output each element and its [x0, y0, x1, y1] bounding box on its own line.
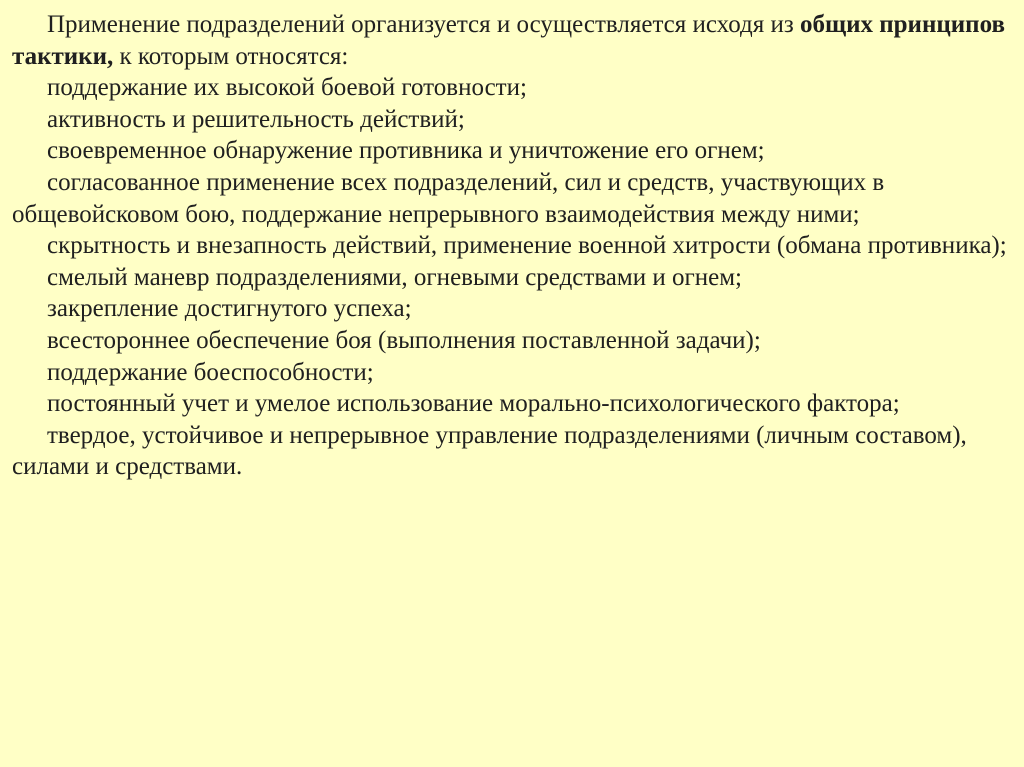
principle-item: поддержание боеспособности; — [47, 358, 374, 386]
principle-item: своевременное обнаружение противника и уничтожение его огнем; — [47, 137, 765, 165]
intro-bold-text: общих принципов тактики, — [12, 11, 1005, 70]
principle-item: всестороннее обеспечение боя (выполнения поставленной задачи); — [47, 326, 761, 354]
principle-item: закрепление достигнутого успеха; — [47, 295, 412, 323]
intro-paragraph — [12, 9, 1017, 72]
principle-item: согласованное применение всех подразделений, сил и средств, участвующих в общевойсковом бою, поддержание непрерывного взаимодействия между ними; — [12, 168, 885, 228]
slide-text — [12, 9, 1017, 483]
intro-text: Применение подразделений организуется и осуществляется исходя из — [47, 11, 800, 38]
principle-item: смелый маневр подразделениями, огневыми средствами и огнем; — [47, 263, 742, 291]
principle-item: скрытность и внезапность действий, применение военной хитрости (обмана противника); — [47, 232, 1007, 260]
intro-text-end: к которым относятся: — [113, 42, 349, 70]
principle-item: твердое, устойчивое и непрерывное управление подразделениями (личным составом), силами и средствами. — [12, 421, 967, 481]
principle-item: поддержание их высокой боевой готовности; — [47, 74, 527, 102]
principle-item: активность и решительность действий; — [47, 105, 465, 133]
principle-item: постоянный учет и умелое использование морально-психологического фактора; — [47, 390, 900, 418]
